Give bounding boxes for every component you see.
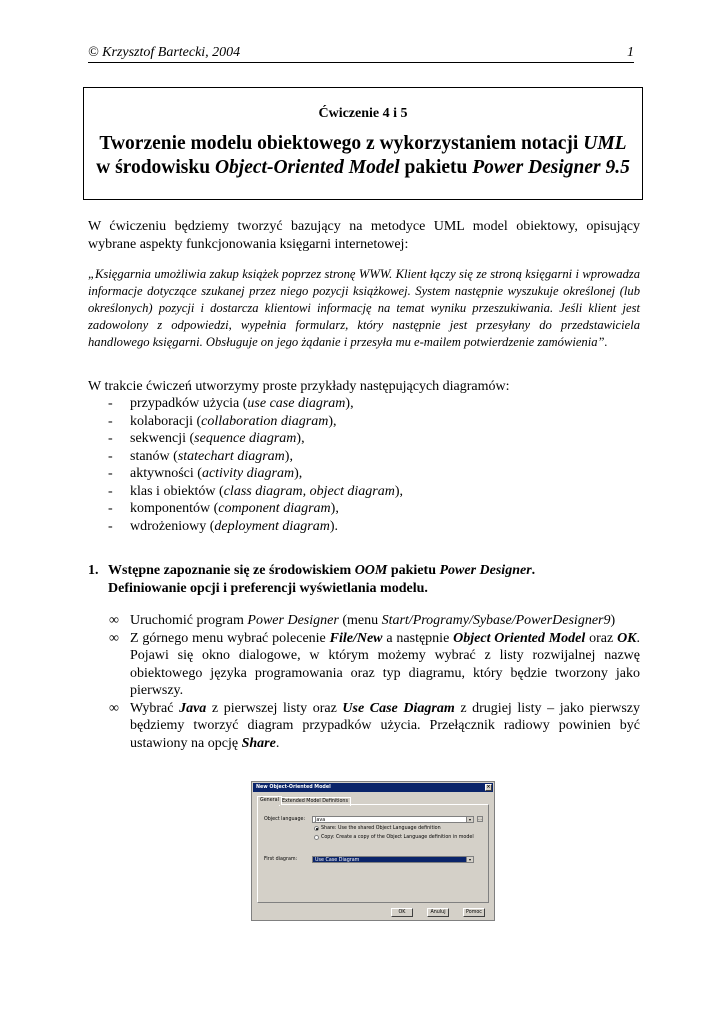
list-item: ∞ Uruchomić program Power Designer (menu Start/Programy/Sybase/PowerDesigner9)	[109, 613, 616, 628]
chevron-down-icon: ▾	[466, 857, 473, 862]
list-item: - stanów (statechart diagram),	[108, 448, 293, 464]
first-diagram-label: First diagram:	[264, 857, 298, 862]
tab-general[interactable]: General	[257, 796, 282, 805]
copy-radio-label: Copy: Create a copy of the Object Language definition in model	[321, 835, 474, 840]
page-number: 1	[627, 45, 634, 60]
chevron-down-icon: ▾	[466, 817, 473, 822]
list-item: - komponentów (component diagram),	[108, 501, 339, 516]
title-box	[83, 87, 643, 200]
copy-radio[interactable]	[314, 835, 319, 840]
share-radio[interactable]	[314, 826, 319, 831]
dialog-title: New Object-Oriented Model	[256, 785, 331, 790]
language-properties-button[interactable]: …	[478, 816, 482, 821]
diagrams-intro: W trakcie ćwiczeń utworzymy proste przykłady następujących diagramów:	[88, 379, 510, 394]
quote-paragraph: „Księgarnia umożliwia zakup książek poprzez stronę WWW. Klient łączy się ze stroną księgarni i wprowadza informacje dotyczące szukanej przez niego pozycji książkowej. System następnie wyszukuje określonej (lub określonych) pozycji i dostarcza klientowi informację na temat wyniku przeszukiwania. Jeśli klient jest zadowolony z odpowiedzi, wypełnia formularz, który następnie jest przesyłany do przedstawiciela handlowego księgarni. Obsługuje on jego żądanie i przesyła mu e-mailem potwierdzenie zamówienia”.	[88, 267, 640, 349]
section-1-heading: 1. Wstępne zapoznanie się ze środowiskiem OOM pakietu Power Designer. Definiowanie opcji i preferencji wyświetlania modelu.	[88, 563, 536, 596]
list-item: ∞ Wybrać Java z pierwszej listy oraz Use Case Diagram z drugiej listy – jako pierwszy będziemy tworzyć diagram przypadków użycia. Przełącznik radiowy powinien być ustawiony na opcję Share.	[109, 700, 640, 751]
list-item: ∞ Z górnego menu wybrać polecenie File/New a następnie Object Oriented Model oraz OK. Pojawi się okno dialogowe, w którym możemy wybrać z listy rozwijalnej nazwę obiektowego języka programowania oraz typ diagramu, który będzie tworzony jako pierwszy.	[109, 630, 641, 698]
object-language-label: Object language:	[264, 817, 306, 822]
list-item: - aktywności (activity diagram),	[108, 466, 303, 481]
instruction-list	[88, 612, 640, 752]
object-language-select[interactable]: Java ▾	[312, 816, 474, 823]
section-number: 1.	[88, 563, 99, 578]
new-model-dialog	[251, 781, 495, 921]
exercise-title: Tworzenie modelu obiektowego z wykorzystaniem notacji UML w środowisku Object-Oriented Model pakietu Power Designer 9.5	[96, 133, 630, 178]
first-diagram-select[interactable]: Use Case Diagram ▾	[312, 856, 474, 863]
bullet-icon: ∞	[109, 613, 119, 628]
cancel-button[interactable]: Anuluj	[427, 908, 449, 917]
list-item: - kolaboracji (collaboration diagram),	[108, 413, 337, 429]
bullet-icon: ∞	[109, 630, 119, 646]
page-header	[88, 44, 634, 61]
intro-paragraph: W ćwiczeniu będziemy tworzyć bazujący na metodyce UML model obiektowy, opisujący wybrane aspekty funkcjonowania księgarni internetowej:	[88, 219, 640, 252]
dialog-titlebar	[253, 783, 493, 792]
list-item: - wdrożeniowy (deployment diagram).	[108, 518, 339, 534]
share-radio-label: Share: Use the shared Object Language definition	[321, 826, 441, 831]
general-panel	[257, 804, 489, 903]
author-copyright: © Krzysztof Bartecki, 2004	[88, 45, 241, 60]
ok-button[interactable]: OK	[391, 908, 413, 917]
diagram-list	[88, 395, 640, 535]
list-item: - sekwencji (sequence diagram),	[108, 431, 305, 446]
help-button[interactable]: Pomoc	[463, 908, 485, 917]
exercise-label: Ćwiczenie 4 i 5	[318, 106, 408, 121]
header-rule	[88, 62, 634, 63]
list-item: - przypadków użycia (use case diagram),	[108, 396, 354, 411]
close-icon[interactable]: ×	[486, 784, 491, 790]
list-item: - klas i obiektów (class diagram, object diagram),	[108, 483, 403, 499]
bullet-icon: ∞	[109, 700, 119, 716]
tab-extended-model-definitions[interactable]: Extended Model Definitions	[279, 797, 351, 806]
